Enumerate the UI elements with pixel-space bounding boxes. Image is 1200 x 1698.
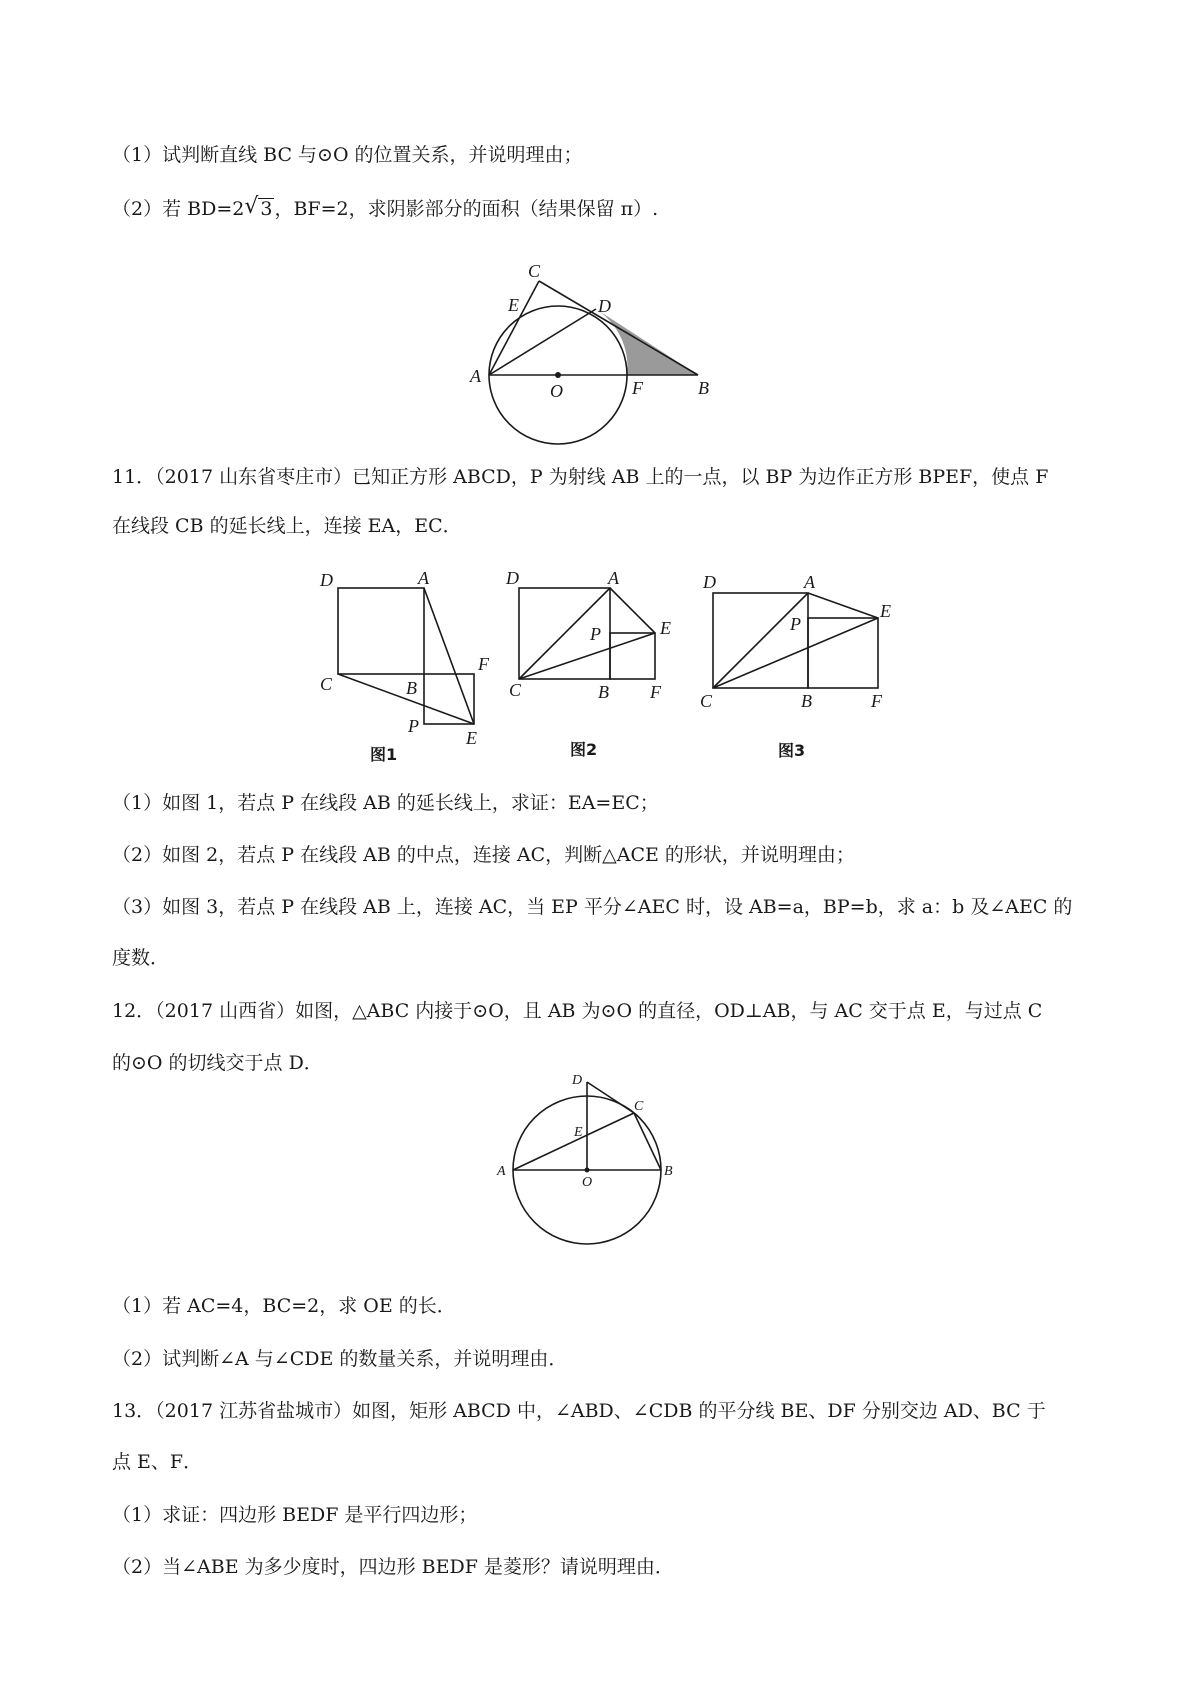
q10-part2-rad: 3 <box>260 198 273 220</box>
fig2-label-F: F <box>650 682 661 702</box>
q11-stem-line1: 11．（2017 山东省枣庄市）已知正方形 ABCD，P 为射线 AB 上的一点，以 BP 为边作正方形 BPEF，使点 F <box>112 466 1049 488</box>
fig2-label-A: A <box>608 568 619 588</box>
q11-figure-2 <box>505 568 671 759</box>
fig3-label-F: F <box>871 691 882 711</box>
q13-part1: （1）求证：四边形 BEDF 是平行四边形； <box>112 1504 478 1526</box>
fig1-label-P: P <box>408 716 419 736</box>
q10-label-F: F <box>632 378 643 398</box>
fig2-label-E: E <box>660 618 671 638</box>
q12-part2: （2）试判断∠A 与∠CDE 的数量关系，并说明理由． <box>112 1348 568 1370</box>
fig3-label-P: P <box>790 614 801 634</box>
fig3-label-A: A <box>804 572 815 592</box>
q10-part2-pre: （2）若 BD= <box>112 198 233 220</box>
q10-center-dot <box>555 372 561 378</box>
fig2-label-P: P <box>590 624 601 644</box>
q10-label-B: B <box>698 378 709 398</box>
q11-part2: （2）如图 2，若点 P 在线段 AB 的中点，连接 AC，判断△ACE 的形状，并说明理由； <box>112 844 855 866</box>
fig2-label-C: C <box>509 680 522 700</box>
q13-stem-line1: 13．（2017 江苏省盐城市）如图，矩形 ABCD 中，∠ABD、∠CDB 的平分线 BE、DF 分别交边 AD、BC 于 <box>112 1400 1046 1422</box>
fig2-label-B: B <box>598 682 609 702</box>
q12-part1: （1）若 AC=4，BC=2，求 OE 的长． <box>112 1295 456 1317</box>
fig1-label-E: E <box>466 728 477 748</box>
q12-label-O: O <box>582 1175 593 1190</box>
fig1-label-A: A <box>418 568 429 588</box>
q12-stem-line1: 12．（2017 山西省）如图，△ABC 内接于⊙O，且 AB 为⊙O 的直径，OD⊥AB，与 AC 交于点 E，与过点 C <box>112 1000 1043 1022</box>
q10-label-C: C <box>528 261 541 281</box>
q10-label-O: O <box>550 381 563 401</box>
q12-label-A: A <box>497 1164 506 1179</box>
fig1-caption: 图1 <box>370 745 398 764</box>
q12-label-D: D <box>572 1073 583 1088</box>
q10-part2-coef: 2 <box>232 198 245 220</box>
q13-stem-line2: 点 E、F． <box>112 1451 203 1473</box>
q12-label-E: E <box>574 1125 583 1140</box>
q11-part3-line1: （3）如图 3，若点 P 在线段 AB 上，连接 AC，当 EP 平分∠AEC 时，设 AB=a，BP=b，求 a：b 及∠AEC 的 <box>112 896 1073 918</box>
fig1-label-B: B <box>406 678 417 698</box>
fig1-label-C: C <box>320 674 333 694</box>
fig2-label-D: D <box>506 568 519 588</box>
q11-figure-1 <box>319 568 490 764</box>
sqrt-symbol: √ 3 <box>244 194 273 220</box>
fig2-caption: 图2 <box>570 740 598 759</box>
q10-part2-post: ，BF=2，求阴影部分的面积（结果保留 π）. <box>274 198 659 220</box>
fig3-label-D: D <box>703 572 716 592</box>
fig1-label-F: F <box>478 654 489 674</box>
q11-part3-line2: 度数． <box>112 947 170 969</box>
q10-label-D: D <box>598 296 611 316</box>
q13-part2: （2）当∠ABE 为多少度时，四边形 BEDF 是菱形？请说明理由． <box>112 1556 674 1578</box>
fig3-caption: 图3 <box>778 741 806 760</box>
q12-label-B: B <box>664 1164 673 1179</box>
q12-figure <box>496 1073 673 1244</box>
q10-part1: （1）试判断直线 BC 与⊙O 的位置关系，并说明理由； <box>112 144 583 166</box>
q12-stem-line2: 的⊙O 的切线交于点 D． <box>112 1052 323 1074</box>
q10-line-AD <box>489 309 596 375</box>
fig1-label-D: D <box>320 570 333 590</box>
q11-figure-3 <box>700 572 891 760</box>
fig3-label-B: B <box>801 691 812 711</box>
q12-label-C: C <box>634 1099 644 1114</box>
q11-stem-line2: 在线段 CB 的延长线上，连接 EA，EC． <box>112 515 462 537</box>
fig3-label-E: E <box>880 601 891 621</box>
q10-label-A: A <box>470 366 481 386</box>
fig3-label-C: C <box>700 691 713 711</box>
q10-label-E: E <box>508 295 519 315</box>
q10-line-CB <box>539 281 698 375</box>
q11-part1: （1）如图 1，若点 P 在线段 AB 的延长线上，求证：EA=EC； <box>112 792 659 814</box>
